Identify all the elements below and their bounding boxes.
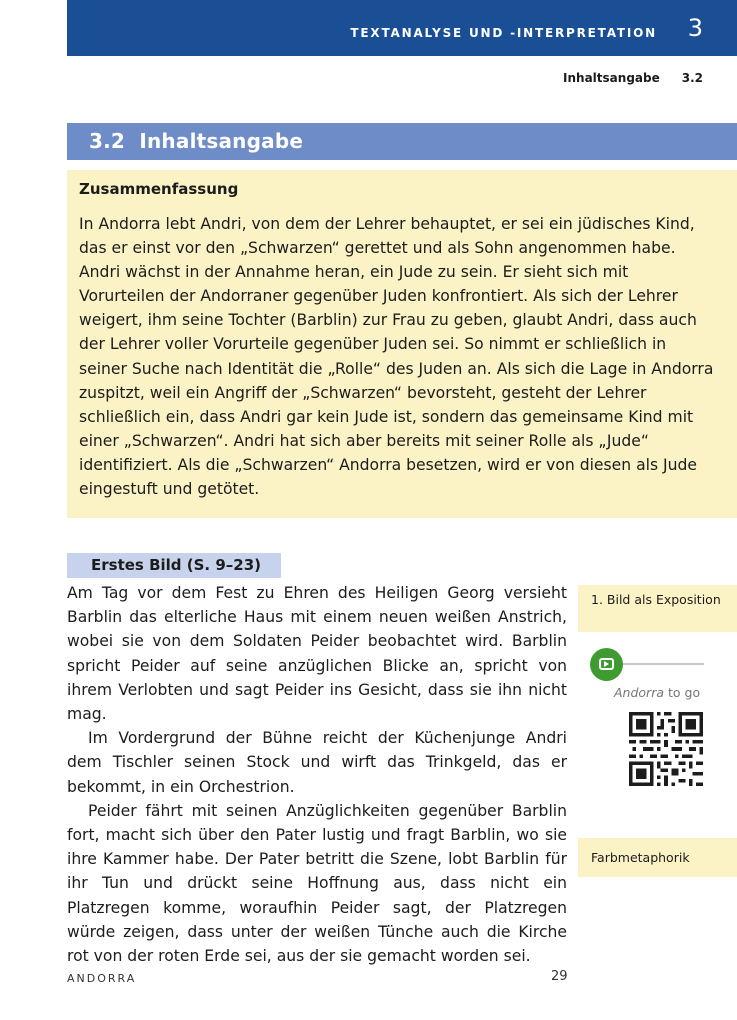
section-heading: 3.2 Inhaltsangabe	[89, 129, 304, 153]
section-title: TEXTANALYSE UND -INTERPRETATION	[350, 26, 657, 40]
margin-note-text: Farbmetaphorik	[591, 850, 690, 865]
chapter-header-bar	[67, 0, 737, 56]
footer-book-title: ANDORRA	[67, 972, 137, 985]
running-head-number: 3.2	[681, 71, 703, 85]
margin-note-color-metaphor	[578, 838, 737, 877]
chapter-number: 3	[687, 14, 703, 42]
body-paragraph: Im Vordergrund der Bühne reicht der Küchenjunge Andri dem Tischler seinen Stock und wirft das Trinkgeld, das er bekommt, in ein Orchestrion.	[67, 729, 567, 796]
audio-player[interactable]	[590, 648, 706, 680]
margin-note-exposition	[578, 585, 737, 632]
qr-code-icon[interactable]	[629, 712, 703, 786]
running-head-title: Inhaltsangabe	[563, 71, 660, 85]
app-label	[614, 685, 700, 700]
margin-note-text: 1. Bild als Exposition	[591, 592, 721, 607]
page-number: 29	[551, 969, 568, 984]
summary-box	[67, 170, 737, 518]
summary-text: In Andorra lebt Andri, von dem der Lehrer behauptet, er sei ein jüdisches Kind, das er einst vor den „Schwarzen“ gerettet und als Sohn angenommen habe. Andri wächst in der Annahme heran, ein Jude zu sein. Er sieht sich mit Vorurteilen der Andorraner gegenüber Juden konfrontiert. Als sich der Lehrer weigert, ihm seine Tochter (Barblin) zur Frau zu geben, glaubt Andri, dass auch der Lehrer voller Vorurteile gegenüber Juden sei. So nimmt er schließlich in seiner Suche nach Identität die „Rolle“ des Juden an. Als sich die Lage in Andorra zuspitzt, weil ein Angriff der „Schwarzen“ bevorsteht, gesteht der Lehrer schließlich ein, dass Andri gar kein Jude ist, sondern das gemeinsame Kind mit einer „Schwarzen“. Andri hat sich aber bereits mit seiner Rolle als „Jude“ identifiziert. Als die „Schwarzen“ Andorra besetzen, wird er von diesen als Jude eingestuft und getötet.	[79, 215, 714, 499]
section-heading-bar	[67, 123, 737, 160]
app-suffix: to go	[667, 685, 701, 700]
body-paragraph: Peider fährt mit seinen Anzüglichkeiten gegenüber Barblin fort, macht sich über den Pater lustig und fragt Barblin, wo sie ihre Kammer habe. Der Pater betritt die Szene, lobt Barblin für ihr Tun und drückt seine Hoffnung aus, dass nicht ein Platzregen komme, woraufhin Peider sagt, der Platzregen würde zeigen, dass unter der weißen Tünche auch die Kirche rot von der roten Erde sei, aus der sie gemacht worden sei.	[67, 801, 567, 966]
subsection-heading-bar	[67, 553, 281, 578]
running-head	[563, 71, 703, 85]
summary-title: Zusammenfassung	[79, 180, 239, 198]
body-text	[67, 581, 567, 968]
body-paragraph: Am Tag vor dem Fest zu Ehren des Heiligen Georg versieht Barblin das elterliche Haus mit einem neuen weißen Anstrich, wobei sie von dem Soldaten Peider beobachtet wird. Barblin spricht Peider auf seine anzüglichen Blicke an, spricht von ihrem Verlobten und sagt Peider ins Gesicht, dass sie ihn nicht mag.	[67, 584, 567, 724]
progress-track[interactable]	[620, 663, 704, 665]
play-icon[interactable]	[590, 648, 623, 681]
subsection-heading: Erstes Bild (S. 9–23)	[91, 556, 261, 574]
play-triangle-icon	[604, 661, 609, 667]
app-name: Andorra	[614, 685, 664, 700]
